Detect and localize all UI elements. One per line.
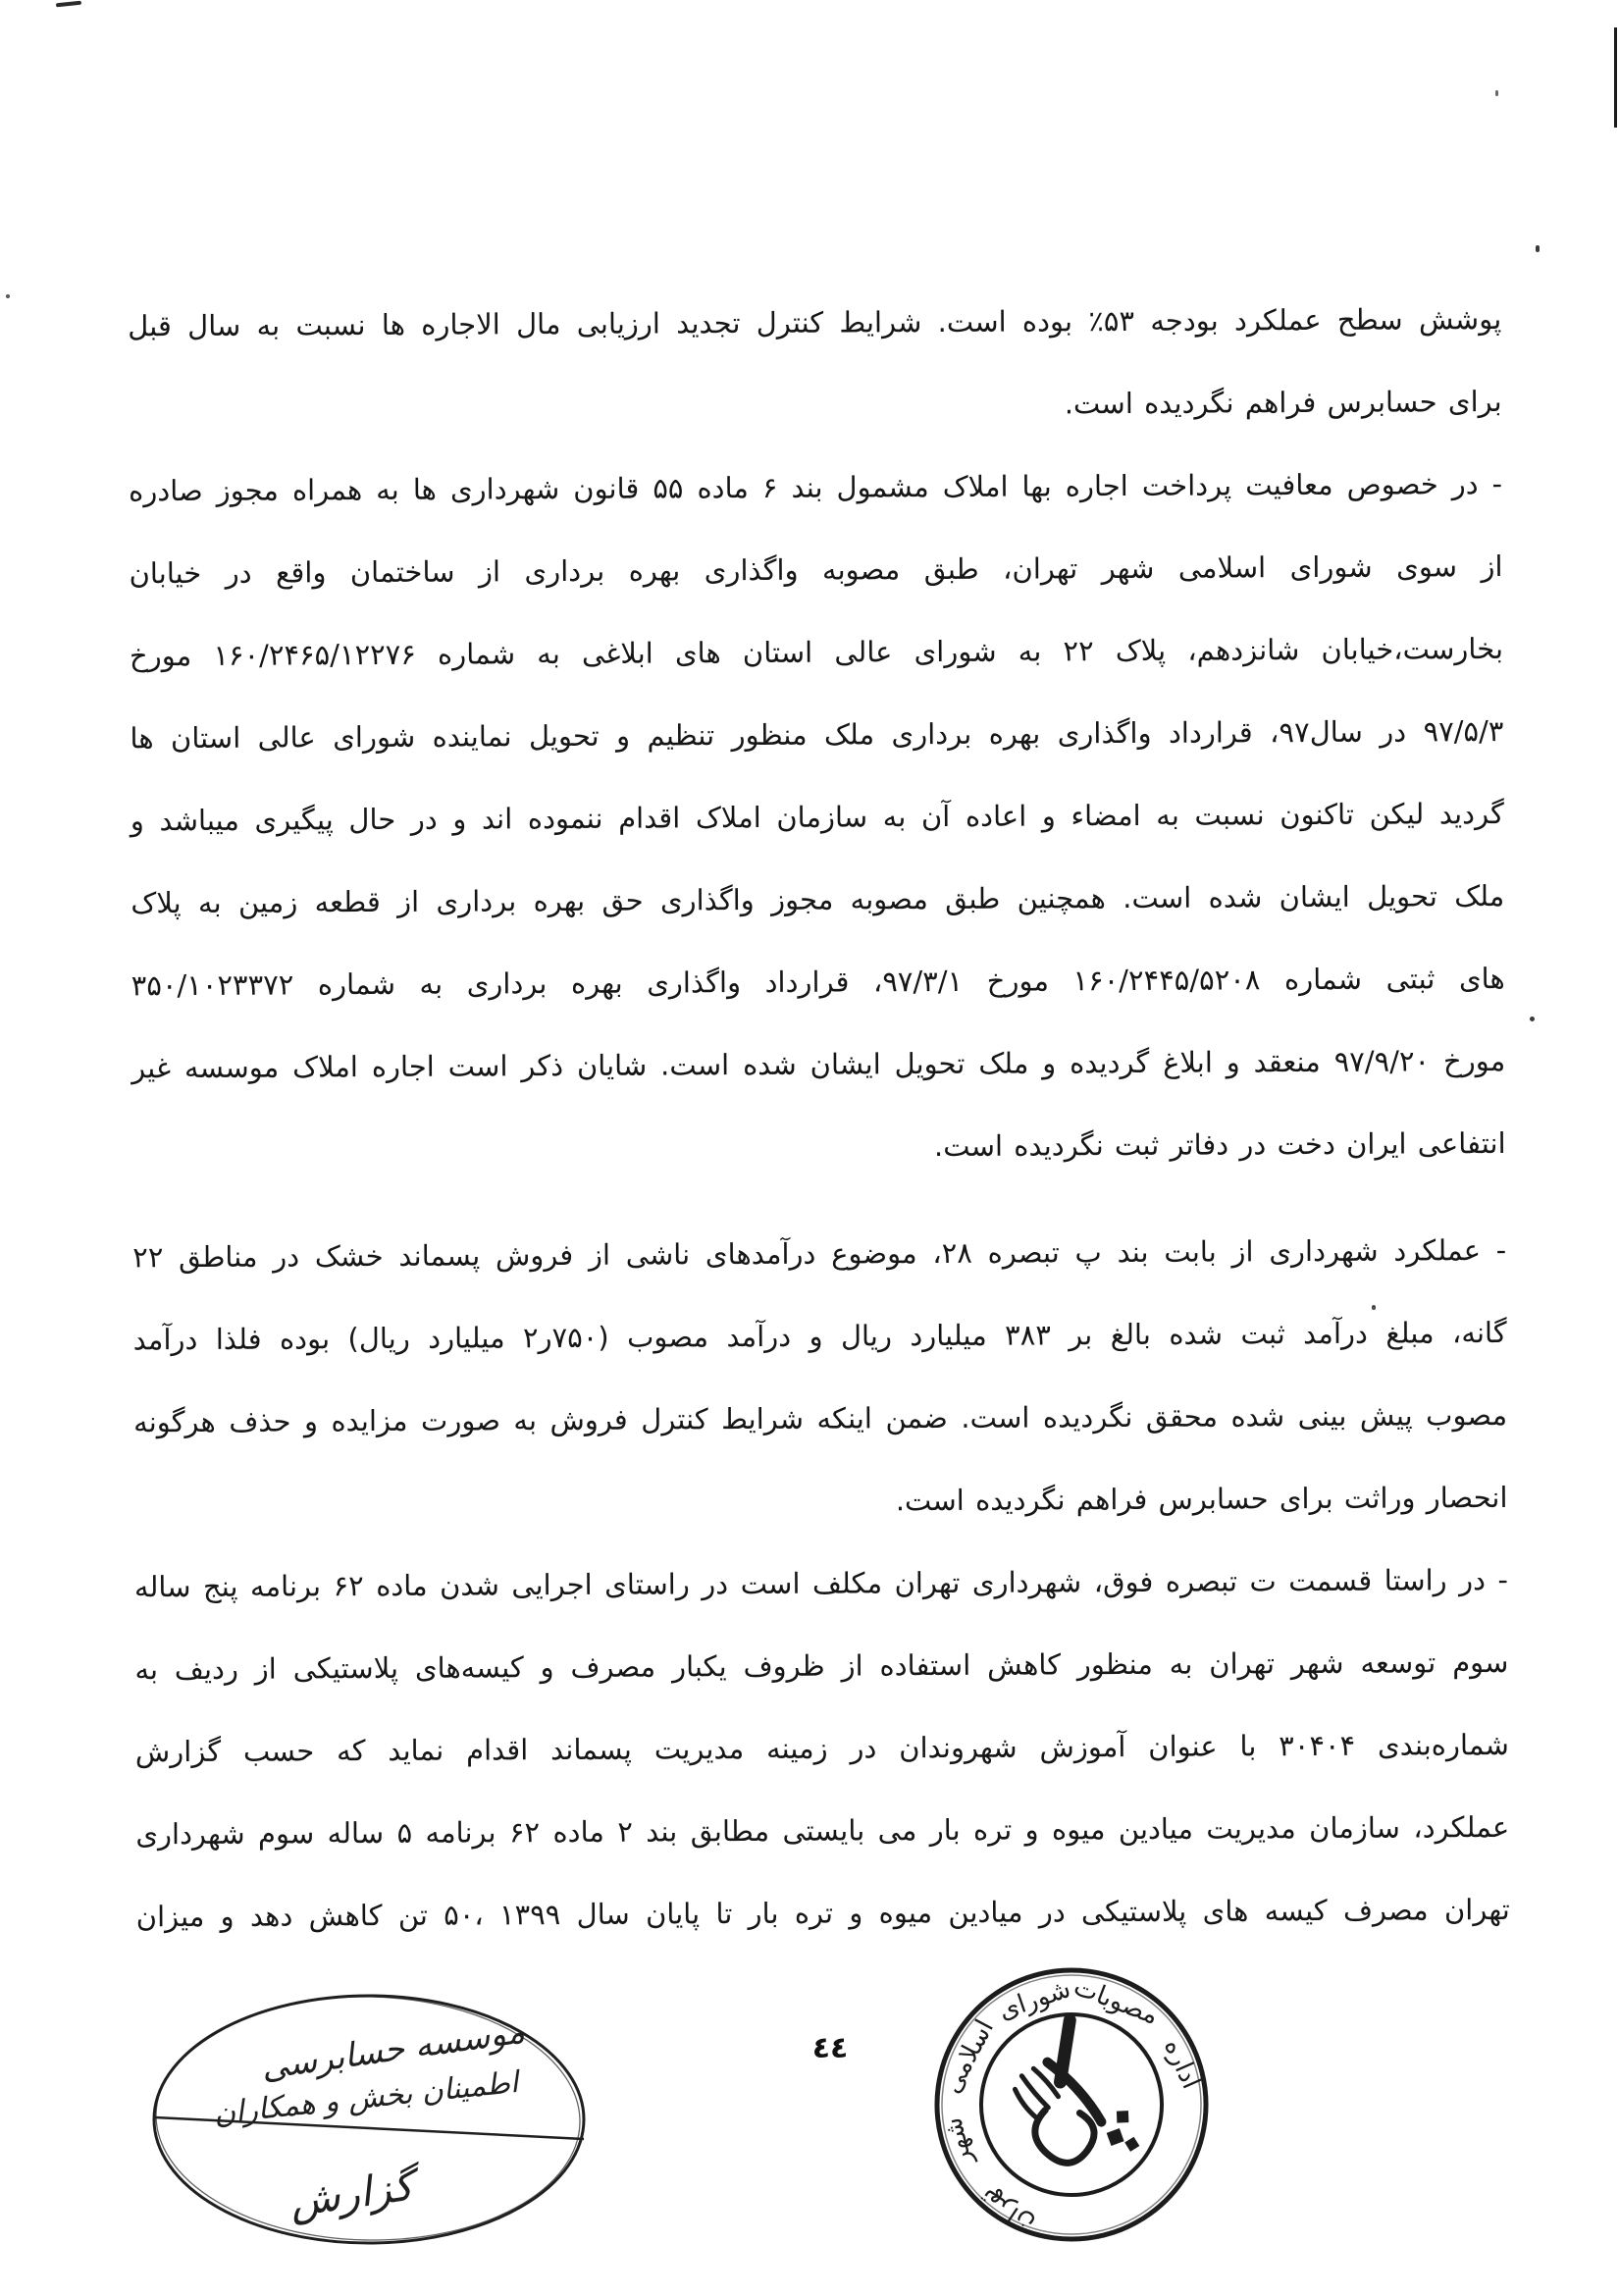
scan-artifact-dash — [56, 1, 81, 8]
text-line: پوشش سطح عملکرد بودجه ۵۳٪ بوده است. شرایط کنترل تجدید ارزیابی مال الاجاره ها نسبت به سال قبل — [128, 301, 1502, 343]
text-line: ملک تحویل ایشان شده است. همچنین طبق مصوبه مجوز واگذاری حق بهره برداری از قطعه زمین به پلاک — [131, 878, 1505, 920]
oval-stamp-text-middle: اطمینان بخش و همکاران — [212, 2064, 520, 2132]
ring-word: شورای — [995, 1973, 1075, 2026]
oval-stamp-text-top: موسسه حسابرسی — [258, 2011, 528, 2088]
text-block — [128, 278, 1510, 1957]
oval-audit-stamp — [147, 1990, 591, 2249]
text-line: - در خصوص معافیت پرداخت اجاره بها املاک مشمول بند ۶ ماده ۵۵ قانون شهرداری ها به همراه مجوز صادره — [129, 466, 1503, 508]
ring-word: مصوبات — [1070, 1971, 1163, 2031]
paragraph — [129, 443, 1506, 1191]
scan-artifact-dot — [6, 294, 10, 298]
text-line: برای حسابرس فراهم نگردیده است. — [1064, 384, 1502, 421]
ring-word: اداره — [1158, 2034, 1206, 2094]
text-line: - در راستا قسمت ت تبصره فوق، شهرداری تهران مکلف است در راستای اجرایی شدن ماده ۶۲ برنامه پنج ساله — [133, 1562, 1509, 1604]
paragraph — [132, 1209, 1508, 1545]
text-line: گانه، مبلغ درآمد ثبت شده بالغ بر ۳۸۳ میلیارد ریال و درآمد مصوب (۷۵۰ر۲ میلیارد ریال) بوده فلذا درآمد — [132, 1315, 1507, 1357]
scan-artifact-dot — [1530, 1017, 1535, 1021]
text-line: سوم توسعه شهر تهران به منظور کاهش استفاده از ظروف یکبار مصرف و کیسه‌های پلاستیکی از ردیف به — [134, 1644, 1509, 1687]
text-line: مورخ ۹۷/۹/۲۰ منعقد و ابلاغ گردیده و ملک تحویل ایشان شده است. شایان ذکر است اجاره املاک موسسه غیر — [131, 1043, 1506, 1085]
page-number: ٤٤ — [811, 2031, 849, 2065]
text-line: شماره‌بندی ۳۰۴۰۴ با عنوان آموزش شهروندان در زمینه مدیریت پسماند اقدام نماید که حسب گزارش — [134, 1727, 1509, 1769]
paragraph — [134, 1539, 1510, 1957]
text-line: از سوی شورای اسلامی شهر تهران، طبق مصوبه واگذاری بهره برداری از ساختمان واقع در خیابان — [129, 548, 1503, 591]
round-stamp-ring-text — [928, 1958, 1215, 2251]
text-line: ۹۷/۵/۳ در سال۹۷، قرارداد واگذاری بهره برداری ملک منظور تنظیم و تحویل نماینده شورای عالی استان ها — [130, 713, 1504, 756]
paragraph — [128, 278, 1502, 449]
text-line: عملکرد، سازمان مدیریت میادین میوه و تره بار می بایستی مطابق بند ۲ ماده ۶۲ برنامه ۵ ساله سوم شهرداری — [135, 1809, 1510, 1852]
scan-artifact-edge-line — [1614, 27, 1617, 128]
round-council-stamp — [928, 1958, 1215, 2251]
scan-artifact-dot — [1536, 245, 1540, 252]
ring-word: اسلامی — [937, 2014, 1001, 2099]
text-line: انحصار وراثت برای حسابرس فراهم نگردیده است. — [895, 1480, 1508, 1518]
text-line: تهران مصرف کیسه های پلاستیکی در میادین میوه و تره بار تا پایان سال ۱۳۹۹ ،۵۰ تن کاهش دهد و میزان — [135, 1892, 1510, 1934]
text-line: مصوب پیش بینی شده محقق نگردیده است. ضمن اینکه شرایط کنترل فروش به صورت مزایده و حذف هرگونه — [132, 1397, 1508, 1439]
oval-stamp-text-bottom: گزارش — [286, 2161, 416, 2226]
text-line: بخارست،خیابان شانزدهم، پلاک ۲۲ به شورای عالی استان های ابلاغی به شماره ۱۶۰/۲۴۶۵/۱۲۲۷۶ مورخ — [129, 631, 1504, 673]
text-line: انتفاعی ایران دخت در دفاتر ثبت نگردیده است. — [933, 1125, 1506, 1164]
text-line: - عملکرد شهرداری از بابت بند پ تبصره ۲۸، موضوع درآمدهای ناشی از فروش پسماند خشک در مناطق ۲۲ — [132, 1232, 1507, 1275]
round-stamp-group — [928, 1958, 1215, 2251]
scan-artifact-dot — [1495, 90, 1498, 96]
ring-word: شهر — [938, 2114, 978, 2168]
ring-word: تهران — [974, 2181, 1040, 2240]
text-line: گردید لیکن تاکنون نسبت به امضاء و اعاده آن به سازمان املاک اقدام ننموده اند و در حال پیگیری میباشد و — [130, 796, 1504, 838]
text-line: های ثبتی شماره ۱۶۰/۲۴۴۵/۵۲۰۸ مورخ ۹۷/۳/۱، قرارداد واگذاری بهره برداری به شماره ۳۵۰/۱۰۲۳۳۷۲ — [131, 961, 1505, 1003]
